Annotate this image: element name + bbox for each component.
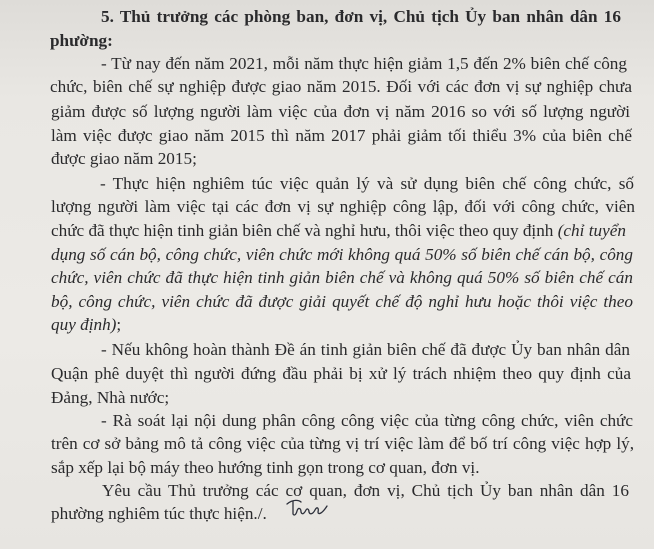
p2-line-3: [51, 219, 626, 244]
p2-line-6: bộ, công chức, viên chức đã được giải quyết chế độ nghỉ hưu hoặc thôi việc theo: [51, 292, 633, 311]
p1-line-5: được giao năm 2015;: [51, 149, 197, 168]
p2-line-2: lượng người làm việc tại các đơn vị sự nghiệp công lập, đối với công chức, viên: [51, 197, 635, 216]
p2-line-1: - Thực hiện nghiêm túc việc quản lý và sử dụng biên chế công chức, số: [100, 174, 634, 193]
p1-line-2: chức, biên chế sự nghiệp được giao năm 2015. Đối với các đơn vị sự nghiệp chưa: [50, 77, 632, 96]
closing-line-2: phường nghiêm túc thực hiện./.: [51, 504, 267, 523]
p1-line-4: làm việc được giao năm 2015 thì năm 2017 phải giảm tối thiểu 3% của biên chế: [51, 126, 632, 145]
section-heading: 5. Thủ trưởng các phòng ban, đơn vị, Chủ tịch Ủy ban nhân dân 16: [101, 7, 621, 26]
p1-line-1: - Từ nay đến năm 2021, mỗi năm thực hiện giảm 1,5 đến 2% biên chế công: [101, 54, 627, 73]
p3-line-1: - Nếu không hoàn thành Đề án tinh giản biên chế đã được Ủy ban nhân dân: [101, 340, 630, 359]
p4-line-3: sắp xếp lại bộ máy theo hướng tinh gọn trong cơ quan, đơn vị.: [51, 458, 480, 477]
handwritten-initials: [285, 496, 329, 518]
p2-line-7-italic: quy định): [51, 315, 117, 334]
p2-line-7: [51, 313, 121, 338]
p4-line-2: trên cơ sở bảng mô tả công việc của từng vị trí việc làm để bố trí công việc hợp lý,: [51, 434, 634, 453]
p2-line-3-italic: (chỉ tuyển: [557, 221, 626, 240]
p2-line-5: chức, viên chức đã thực hiện tinh giản biên chế và không quá 50% số biên chế cán: [51, 268, 633, 287]
p1-line-3: giảm được số lượng người làm việc của đơn vị năm 2016 so với số lượng người: [51, 102, 630, 121]
p3-line-2: Quận phê duyệt thì người đứng đầu phải bị xử lý trách nhiệm theo quy định của: [51, 364, 631, 383]
p2-line-4: dụng số cán bộ, công chức, viên chức mới không quá 50% số biên chế cán bộ, công: [51, 245, 633, 264]
section-heading-cont: phường:: [50, 31, 113, 50]
p2-line-3-normal: chức đã thực hiện tinh giản biên chế và nghỉ hưu, thôi việc theo quy định: [51, 221, 558, 240]
p3-line-3: Đảng, Nhà nước;: [51, 388, 170, 407]
p4-line-1: - Rà soát lại nội dung phân công công việc của từng công chức, viên chức: [101, 411, 633, 430]
p2-line-7-normal: ;: [116, 315, 122, 334]
closing-line-1: Yêu cầu Thủ trưởng các cơ quan, đơn vị, Chủ tịch Ủy ban nhân dân 16: [102, 481, 629, 500]
